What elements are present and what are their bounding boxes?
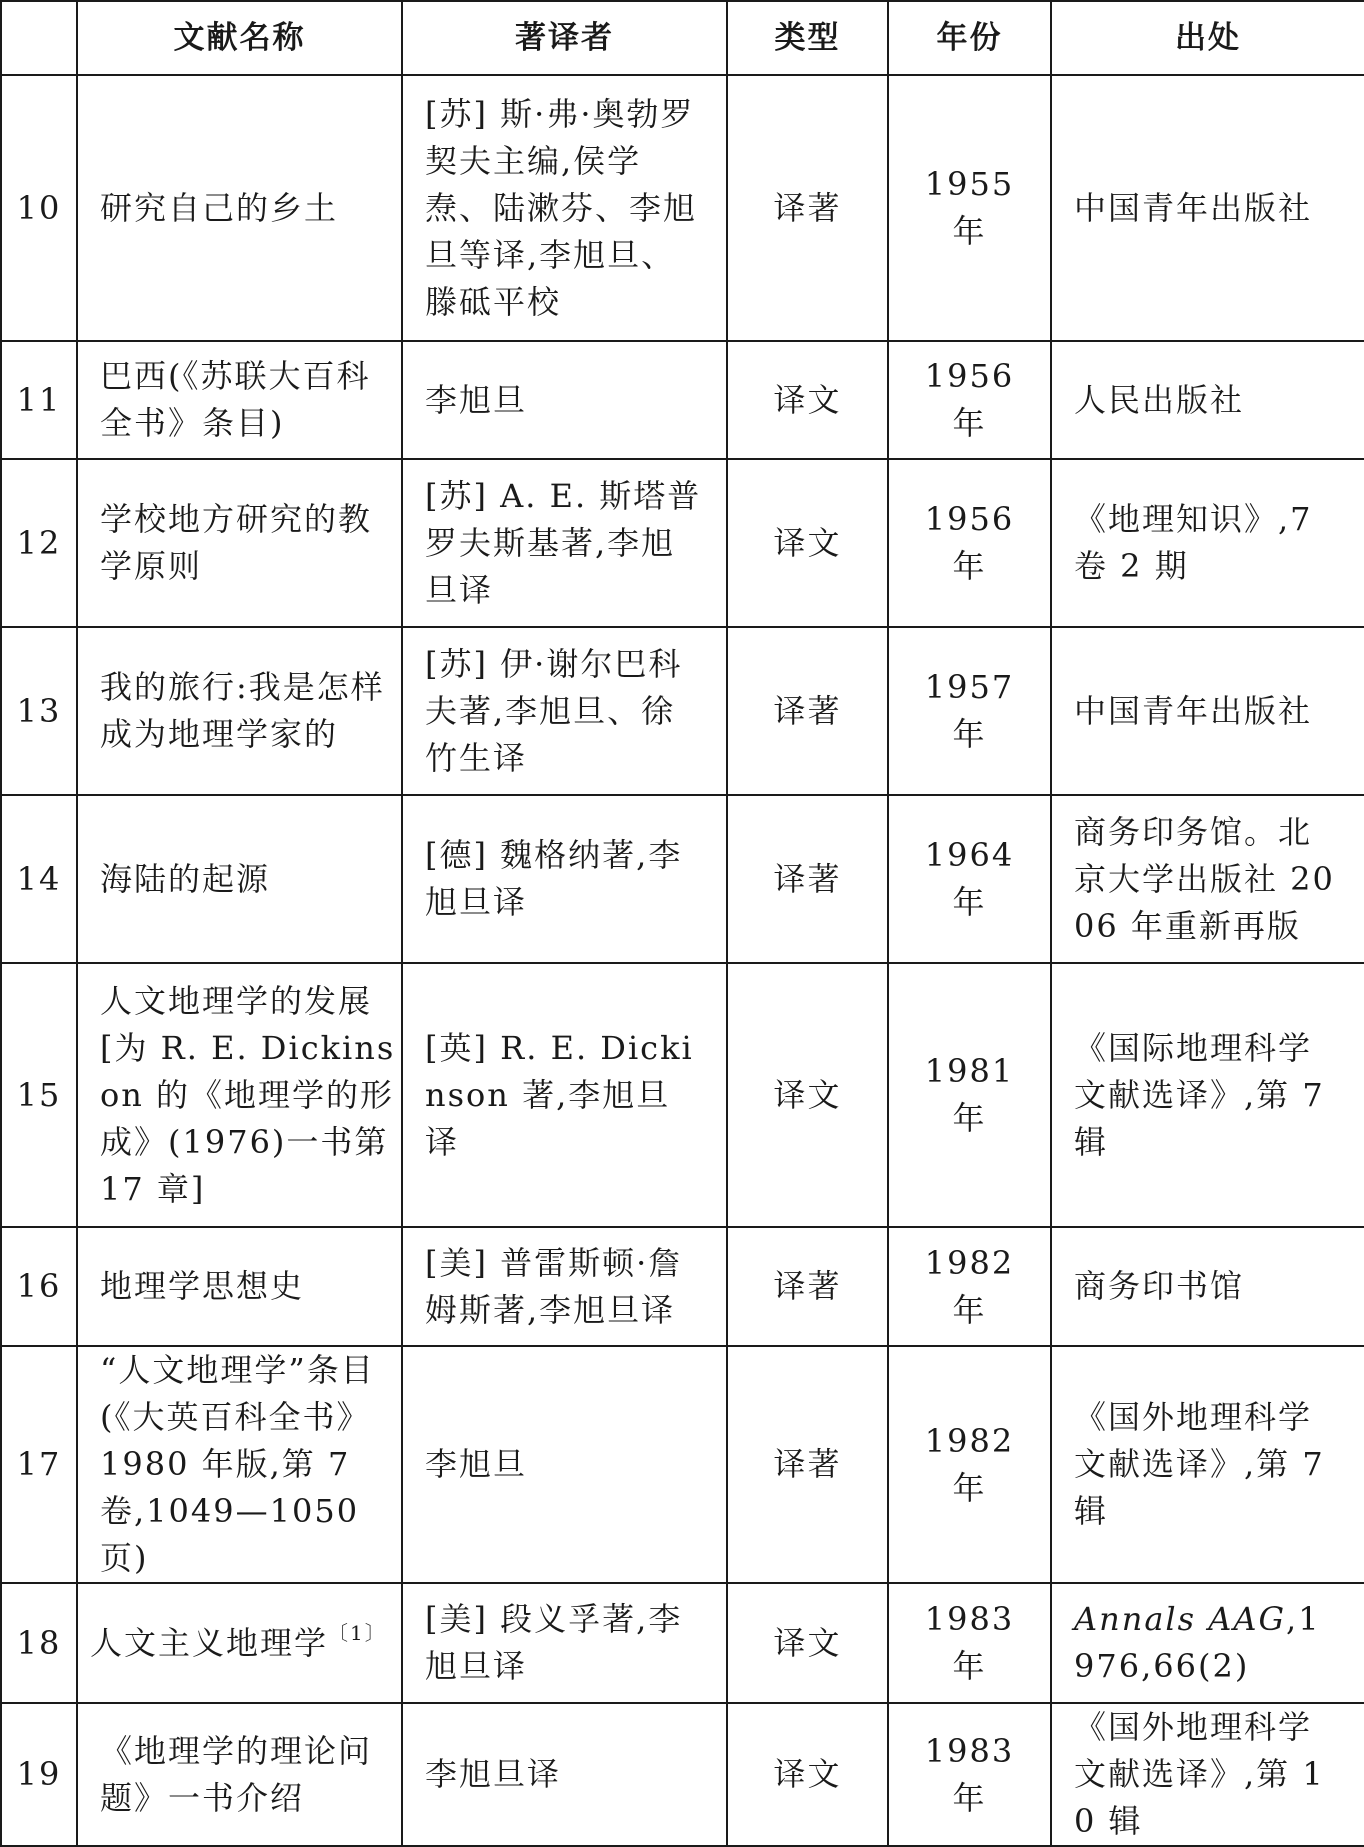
- title-cell: 《地理学的理论问题》一书介绍: [77, 1703, 402, 1846]
- year-cell: 1982 年: [888, 1346, 1051, 1583]
- author-cell: [英] R. E. Dickinson 著,李旭旦译: [402, 963, 727, 1227]
- title-cell: 我的旅行:我是怎样成为地理学家的: [77, 627, 402, 795]
- row-number: 12: [1, 459, 77, 627]
- table-row: [1, 1227, 1364, 1346]
- header-row: [1, 1, 1364, 75]
- table-row: [1, 795, 1364, 963]
- journal-name: Annals AAG: [1074, 1600, 1287, 1638]
- source-cell: 《国外地理科学文献选译》,第 7 辑: [1051, 1346, 1364, 1583]
- type-cell: 译著: [727, 1227, 888, 1346]
- col-header-year: 年份: [888, 1, 1051, 75]
- row-number: 18: [1, 1583, 77, 1703]
- type-cell: 译文: [727, 963, 888, 1227]
- source-cell: [1051, 1583, 1364, 1703]
- type-cell: 译著: [727, 627, 888, 795]
- author-cell: 李旭旦: [402, 341, 727, 459]
- source-cell: 中国青年出版社: [1051, 75, 1364, 341]
- author-cell: [苏] 斯·弗·奥勃罗契夫主编,侯学焘、陆漱芬、李旭旦等译,李旭旦、滕砥平校: [402, 75, 727, 341]
- title-text: 人文主义地理学: [90, 1623, 329, 1662]
- table-row: [1, 459, 1364, 627]
- type-cell: 译著: [727, 1346, 888, 1583]
- author-cell: [德] 魏格纳著,李旭旦译: [402, 795, 727, 963]
- author-cell: [美] 普雷斯顿·詹姆斯著,李旭旦译: [402, 1227, 727, 1346]
- type-cell: 译著: [727, 795, 888, 963]
- source-cell: 商务印务馆。北京大学出版社 2006 年重新再版: [1051, 795, 1364, 963]
- row-number: 14: [1, 795, 77, 963]
- source-cell: 人民出版社: [1051, 341, 1364, 459]
- year-cell: 1957 年: [888, 627, 1051, 795]
- col-header-source: 出处: [1051, 1, 1364, 75]
- author-cell: 李旭旦译: [402, 1703, 727, 1846]
- year-cell: 1981 年: [888, 963, 1051, 1227]
- row-number: 19: [1, 1703, 77, 1846]
- source-cell: 商务印书馆: [1051, 1227, 1364, 1346]
- table-row: [1, 963, 1364, 1227]
- row-number: 11: [1, 341, 77, 459]
- title-cell: “人文地理学”条目(《大英百科全书》1980 年版,第 7 卷,1049—1050 页): [77, 1346, 402, 1583]
- type-cell: 译文: [727, 1703, 888, 1846]
- row-number: 17: [1, 1346, 77, 1583]
- table-row: [1, 341, 1364, 459]
- author-cell: [美] 段义孚著,李旭旦译: [402, 1583, 727, 1703]
- year-cell: 1982 年: [888, 1227, 1051, 1346]
- table-row: [1, 627, 1364, 795]
- col-header-type: 类型: [727, 1, 888, 75]
- row-number: 13: [1, 627, 77, 795]
- year-cell: 1983 年: [888, 1703, 1051, 1846]
- journal-issue: ,1976,66(2): [1074, 1600, 1321, 1685]
- author-cell: [苏] 伊·谢尔巴科夫著,李旭旦、徐竹生译: [402, 627, 727, 795]
- year-cell: 1964 年: [888, 795, 1051, 963]
- row-number: 16: [1, 1227, 77, 1346]
- row-number: 10: [1, 75, 77, 341]
- year-cell: 1956 年: [888, 459, 1051, 627]
- title-cell: [77, 1583, 402, 1703]
- title-cell: 巴西(《苏联大百科全书》条目): [77, 341, 402, 459]
- title-cell: 海陆的起源: [77, 795, 402, 963]
- table-row: [1, 1346, 1364, 1583]
- type-cell: 译文: [727, 341, 888, 459]
- row-number: 15: [1, 963, 77, 1227]
- year-cell: 1956 年: [888, 341, 1051, 459]
- type-cell: 译著: [727, 75, 888, 341]
- type-cell: 译文: [727, 459, 888, 627]
- year-cell: 1955 年: [888, 75, 1051, 341]
- table-row: [1, 1703, 1364, 1846]
- table-row: [1, 1583, 1364, 1703]
- col-header-author: 著译者: [402, 1, 727, 75]
- author-cell: 李旭旦: [402, 1346, 727, 1583]
- source-cell: 中国青年出版社: [1051, 627, 1364, 795]
- source-cell: 《国际地理科学文献选译》,第 7 辑: [1051, 963, 1364, 1227]
- title-cell: 研究自己的乡土: [77, 75, 402, 341]
- title-cell: 学校地方研究的教学原则: [77, 459, 402, 627]
- author-cell: [苏] A. E. 斯塔普罗夫斯基著,李旭旦译: [402, 459, 727, 627]
- year-cell: 1983 年: [888, 1583, 1051, 1703]
- type-cell: 译文: [727, 1583, 888, 1703]
- footnote-marker: 〔1〕: [328, 1620, 387, 1645]
- col-header-title: 文献名称: [77, 1, 402, 75]
- source-cell: 《地理知识》,7 卷 2 期: [1051, 459, 1364, 627]
- title-cell: 人文地理学的发展[为 R. E. Dickinson 的《地理学的形成》(1976)一书第 17 章]: [77, 963, 402, 1227]
- title-cell: 地理学思想史: [77, 1227, 402, 1346]
- table-row: [1, 75, 1364, 341]
- col-header-index: [1, 1, 77, 75]
- source-cell: 《国外地理科学文献选译》,第 10 辑: [1051, 1703, 1364, 1846]
